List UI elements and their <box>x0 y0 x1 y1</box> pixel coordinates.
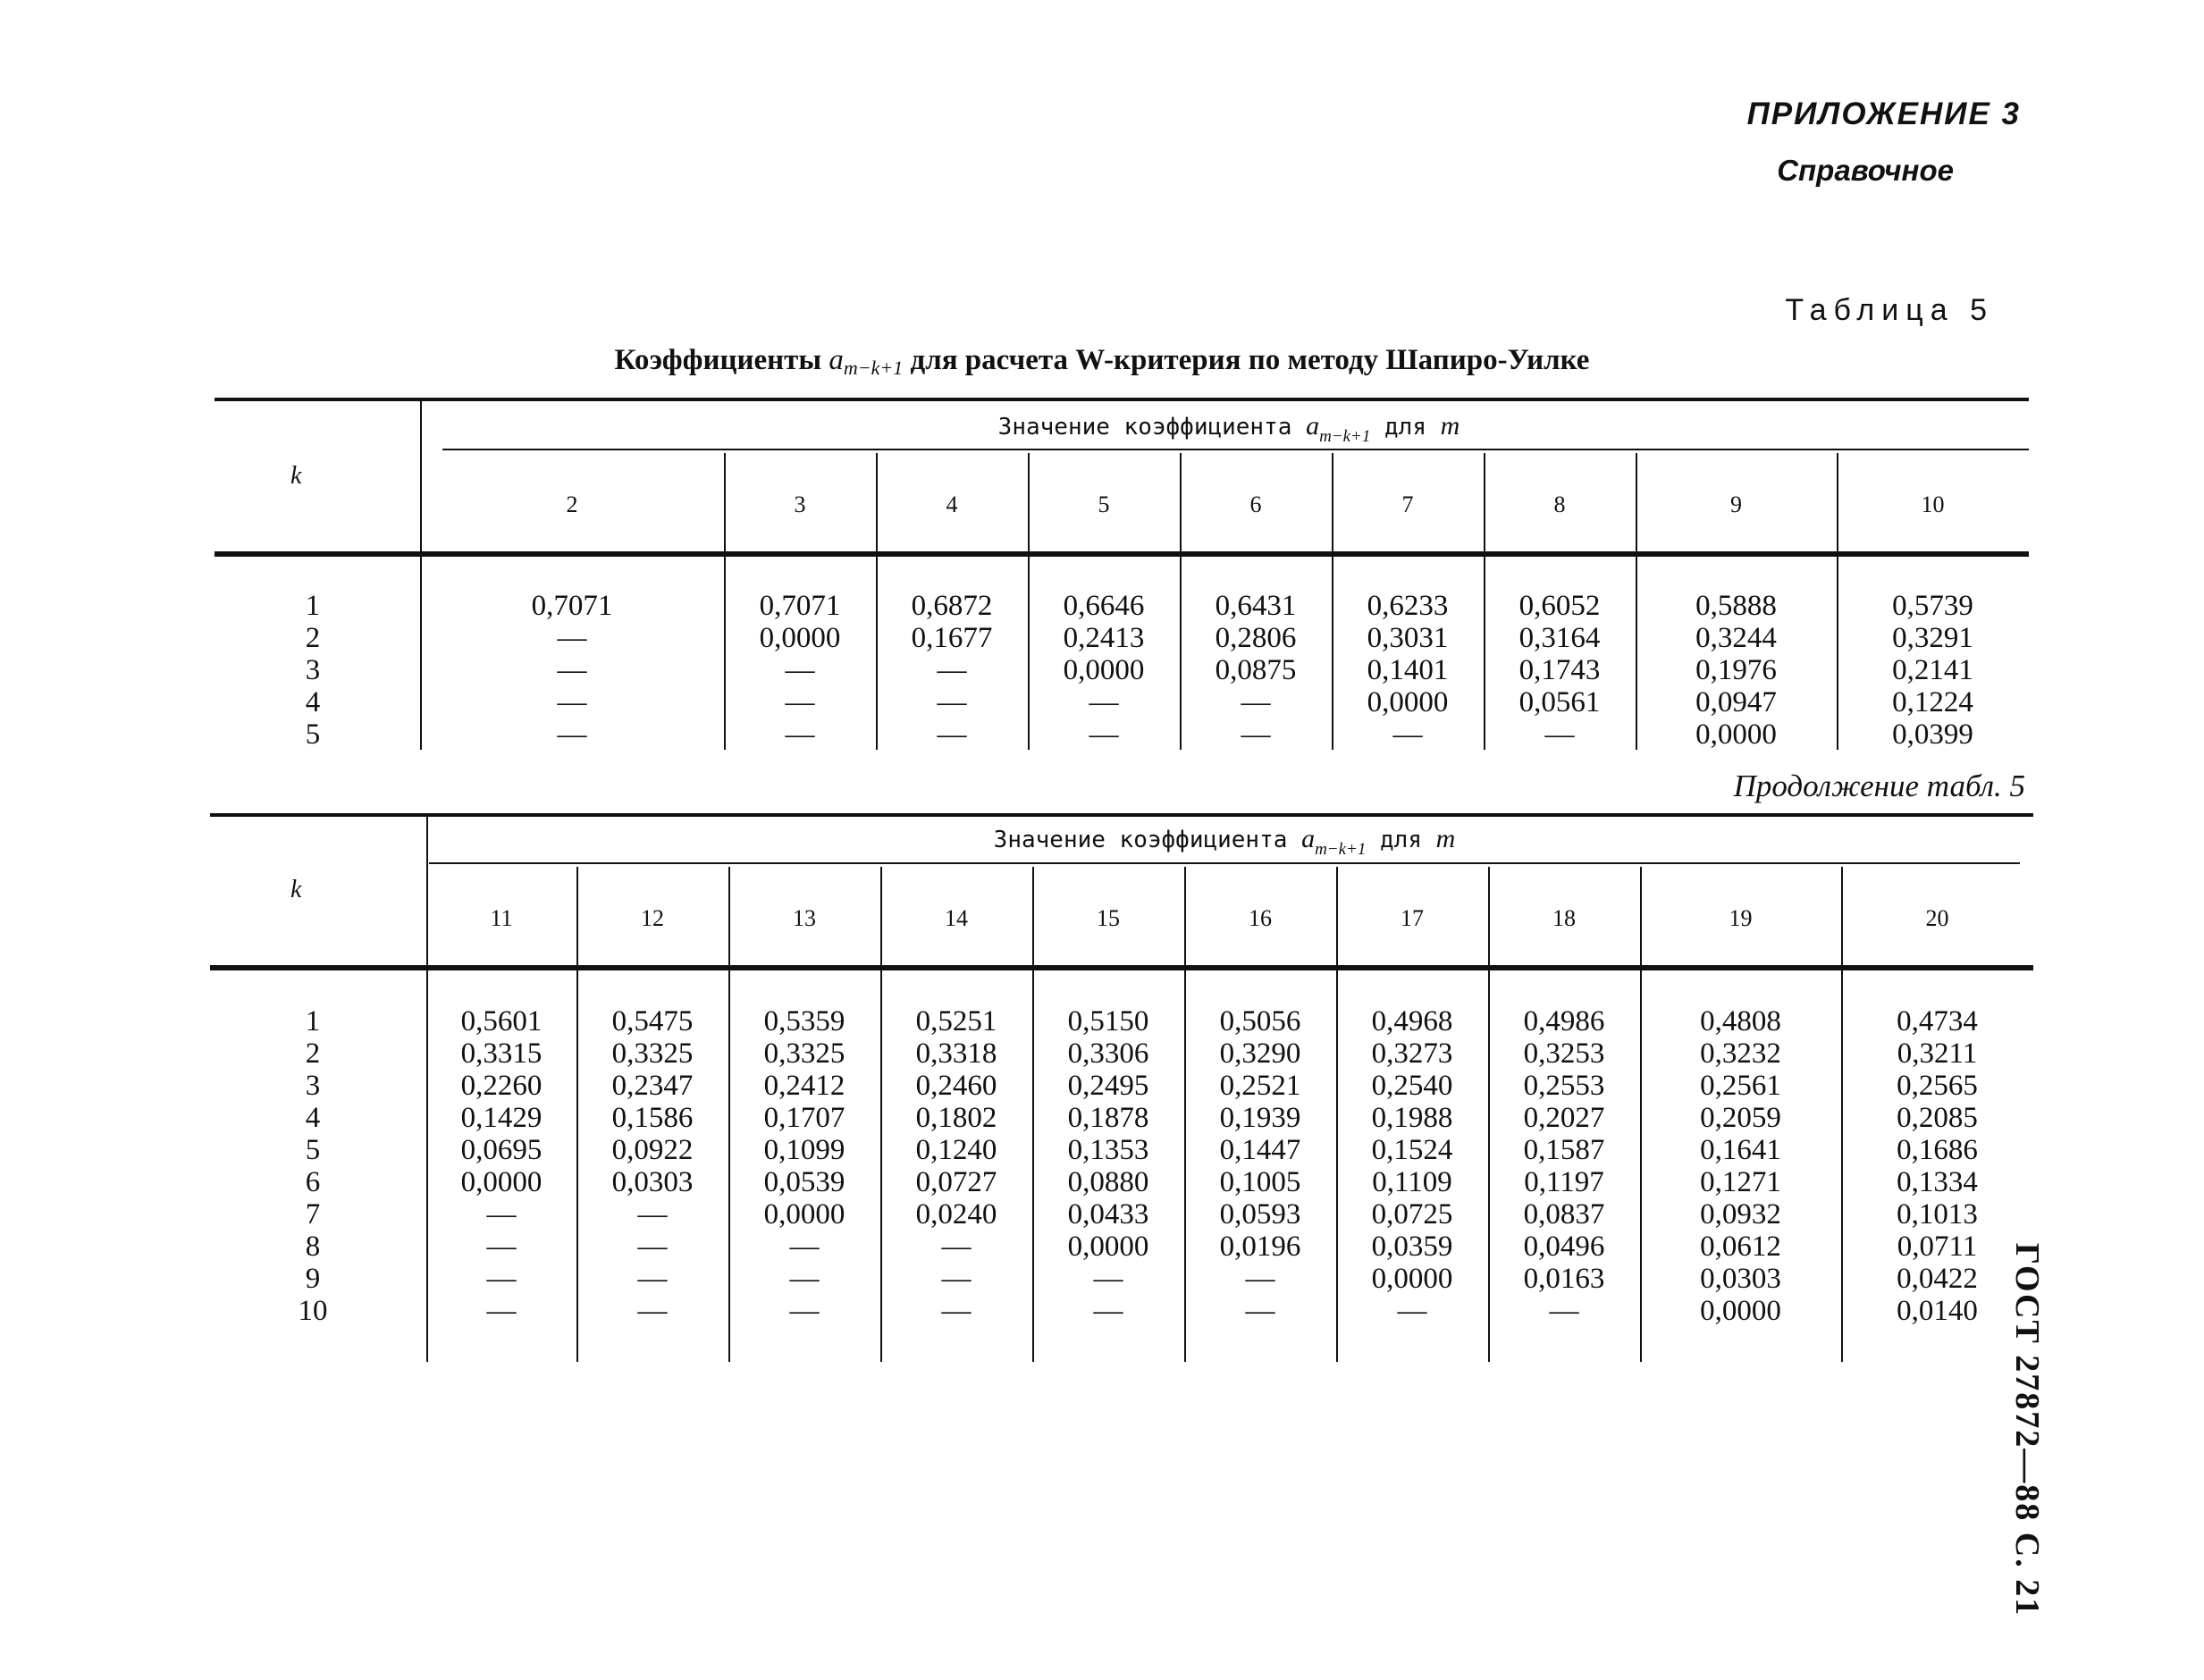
coefficient-cell: 0,1109 <box>1372 1166 1452 1198</box>
coefficient-cell: — <box>557 686 587 718</box>
coefficient-cell: 0,3318 <box>915 1037 997 1070</box>
coefficient-cell: 0,1802 <box>915 1102 997 1134</box>
coefficient-cell: 0,0539 <box>763 1166 845 1198</box>
coefficient-cell: 0,1686 <box>1897 1134 1978 1166</box>
coefficient-cell: 0,3325 <box>611 1037 694 1070</box>
k-value: 2 <box>305 1037 321 1070</box>
coefficient-cell: 0,5601 <box>460 1005 543 1037</box>
coefficient-cell: 0,0303 <box>1700 1263 1781 1295</box>
m-column-header: 6 <box>1249 491 1262 517</box>
coefficient-cell: — <box>937 654 967 686</box>
coefficient-cell: 0,2460 <box>915 1070 997 1102</box>
coefficient-cell: 0,1586 <box>611 1102 694 1134</box>
coefficient-cell: 0,0433 <box>1067 1198 1149 1231</box>
coefficient-cell: 0,1005 <box>1219 1166 1301 1198</box>
coefficient-cell: — <box>1241 718 1271 751</box>
coefficient-cell: 0,4986 <box>1523 1005 1605 1037</box>
coefficient-cell: 0,3164 <box>1518 622 1601 654</box>
coefficient-cell: 0,1401 <box>1367 654 1449 686</box>
gost-page-label: ГОСТ 27872—88 С. 21 <box>2008 1242 2046 1617</box>
coefficient-cell: 0,0875 <box>1215 654 1297 686</box>
value-column <box>1484 590 1636 751</box>
coefficient-cell: 0,1013 <box>1897 1198 1978 1231</box>
m-column-header: 13 <box>793 905 816 931</box>
coefficient-cell: 0,6052 <box>1518 590 1601 622</box>
coefficient-cell: 0,1447 <box>1219 1134 1301 1166</box>
coefficient-cell: — <box>1544 718 1575 751</box>
caption-symbol-sub: m−k+1 <box>843 357 904 379</box>
k-value: 2 <box>305 622 321 654</box>
coefficient-cell: — <box>785 686 815 718</box>
k-values <box>264 1005 362 1327</box>
coefficient-cell: 0,0000 <box>1695 718 1777 751</box>
m-column-header: 18 <box>1552 905 1576 931</box>
coefficient-cell: 0,2027 <box>1523 1102 1605 1134</box>
coefficient-cell: 0,0000 <box>1067 1231 1149 1263</box>
value-column <box>1028 590 1180 751</box>
k-value: 3 <box>305 654 321 686</box>
k-value: 6 <box>305 1166 321 1198</box>
coefficient-cell: 0,3273 <box>1371 1037 1453 1070</box>
coefficient-cell: 0,4808 <box>1700 1005 1781 1037</box>
coefficient-cell: — <box>1089 718 1119 751</box>
coefficient-cell: 0,0000 <box>759 622 841 654</box>
span-header: Значение коэффициента $a_{m-k+1}$ для m <box>993 824 1456 859</box>
coefficient-cell: — <box>941 1295 972 1327</box>
k-value: 4 <box>305 1102 321 1134</box>
value-column <box>576 1005 728 1327</box>
k-value: 4 <box>305 686 321 718</box>
coefficient-cell: 0,0922 <box>611 1134 694 1166</box>
coefficient-cell: 0,0947 <box>1695 686 1777 718</box>
k-value: 3 <box>305 1070 321 1102</box>
coefficient-cell: 0,1271 <box>1700 1166 1781 1198</box>
value-column <box>1488 1005 1640 1327</box>
coefficient-cell: 0,0000 <box>1063 654 1145 686</box>
value-column <box>1336 1005 1488 1327</box>
coefficient-cell: 0,0000 <box>1371 1263 1453 1295</box>
k-value: 5 <box>305 1134 321 1166</box>
m-column-header: 2 <box>566 491 578 517</box>
coefficient-cell: — <box>1241 686 1271 718</box>
coefficient-cell: 0,0593 <box>1219 1198 1301 1231</box>
coefficient-cell: 0,1099 <box>763 1134 845 1166</box>
table-caption <box>0 344 2204 380</box>
value-column <box>1837 590 2029 751</box>
coefficient-cell: 0,5150 <box>1067 1005 1149 1037</box>
table-number: Таблица 5 <box>1785 293 1994 327</box>
m-column-header: 7 <box>1401 491 1414 517</box>
coefficient-cell: 0,2141 <box>1892 654 1973 686</box>
coefficient-cell: 0,0240 <box>915 1198 997 1231</box>
value-column <box>1640 1005 1841 1327</box>
coefficient-cell: 0,2806 <box>1215 622 1297 654</box>
coefficient-cell: 0,5056 <box>1219 1005 1301 1037</box>
coefficient-cell: — <box>785 718 815 751</box>
coefficient-cell: 0,1224 <box>1892 686 1973 718</box>
m-column-header: 14 <box>945 905 968 931</box>
k-value: 7 <box>305 1198 321 1231</box>
coefficient-cell: — <box>1397 1295 1427 1327</box>
coefficient-cell: — <box>557 622 587 654</box>
m-column-header: 8 <box>1553 491 1566 517</box>
coefficient-cell: — <box>789 1231 820 1263</box>
coefficient-cell: 0,2565 <box>1897 1070 1978 1102</box>
value-column <box>1841 1005 2033 1327</box>
coefficient-cell: 0,1587 <box>1523 1134 1605 1166</box>
coefficient-cell: 0,0140 <box>1897 1295 1978 1327</box>
coefficient-cell: 0,2495 <box>1067 1070 1149 1102</box>
coefficient-cell: 0,1743 <box>1518 654 1601 686</box>
k-value: 5 <box>305 718 321 751</box>
coefficient-cell: 0,6431 <box>1215 590 1297 622</box>
coefficient-cell: 0,6233 <box>1367 590 1449 622</box>
coefficient-cell: 0,1429 <box>460 1102 543 1134</box>
coefficient-cell: — <box>1093 1263 1123 1295</box>
coefficient-cell: 0,2521 <box>1219 1070 1301 1102</box>
coefficient-cell: — <box>1245 1295 1275 1327</box>
coefficient-cell: 0,2413 <box>1063 622 1145 654</box>
coefficient-cell: — <box>1245 1263 1275 1295</box>
coefficient-cell: 0,5251 <box>915 1005 997 1037</box>
coefficient-cell: 0,1334 <box>1897 1166 1978 1198</box>
coefficient-cell: 0,0837 <box>1523 1198 1605 1231</box>
coefficient-cell: 0,3232 <box>1700 1037 1781 1070</box>
coefficient-cell: 0,0612 <box>1700 1231 1781 1263</box>
coefficient-cell: 0,2553 <box>1523 1070 1605 1102</box>
m-column-header: 12 <box>641 905 664 931</box>
coefficient-cell: 0,1641 <box>1700 1134 1781 1166</box>
coefficient-cell: — <box>637 1231 668 1263</box>
coefficient-cell: 0,2059 <box>1700 1102 1781 1134</box>
appendix-title: ПРИЛОЖЕНИЕ 3 <box>1746 97 2021 131</box>
coefficient-cell: 0,0695 <box>460 1134 543 1166</box>
coefficient-cell: 0,0932 <box>1700 1198 1781 1231</box>
value-column <box>1332 590 1484 751</box>
coefficient-cell: 0,3315 <box>460 1037 543 1070</box>
coefficient-cell: 0,0359 <box>1371 1231 1453 1263</box>
caption-symbol: a <box>829 344 844 376</box>
coefficient-cell: 0,1878 <box>1067 1102 1149 1134</box>
value-column <box>876 590 1028 751</box>
m-column-header: 17 <box>1401 905 1424 931</box>
coefficient-cell: — <box>557 718 587 751</box>
coefficient-cell: 0,1707 <box>763 1102 845 1134</box>
span-header: Значение коэффициента $a_{m-k+1}$ для m <box>997 411 1460 446</box>
coefficient-cell: 0,0000 <box>1367 686 1449 718</box>
coefficient-cell: — <box>1089 686 1119 718</box>
coefficient-cell: — <box>789 1263 820 1295</box>
coefficient-cell: 0,2561 <box>1700 1070 1781 1102</box>
coefficient-cell: 0,5475 <box>611 1005 694 1037</box>
coefficient-cell: — <box>941 1263 972 1295</box>
coefficient-cell: 0,2260 <box>460 1070 543 1102</box>
m-column-header: 11 <box>490 905 513 931</box>
coefficient-cell: 0,0422 <box>1897 1263 1978 1295</box>
coefficient-cell: 0,2540 <box>1371 1070 1453 1102</box>
coefficient-cell: 0,0880 <box>1067 1166 1149 1198</box>
m-column-header: 10 <box>1921 491 1945 517</box>
coefficient-cell: 0,1988 <box>1371 1102 1453 1134</box>
m-column-header: 4 <box>946 491 958 517</box>
m-column-header: 19 <box>1729 905 1753 931</box>
value-column <box>420 590 724 751</box>
coefficient-cell: — <box>937 686 967 718</box>
coefficient-cell: — <box>486 1295 517 1327</box>
coefficient-cell: — <box>937 718 967 751</box>
coefficient-cell: 0,2347 <box>611 1070 694 1102</box>
coefficient-cell: 0,0196 <box>1219 1231 1301 1263</box>
value-column <box>728 1005 880 1327</box>
coefficient-cell: 0,6646 <box>1063 590 1145 622</box>
coefficient-cell: 0,0000 <box>460 1166 543 1198</box>
coefficient-cell: 0,7071 <box>531 590 613 622</box>
coefficient-cell: 0,3306 <box>1067 1037 1149 1070</box>
m-column-header: 20 <box>1925 905 1949 931</box>
coefficient-cell: 0,1353 <box>1067 1134 1149 1166</box>
coefficient-cell: 0,3031 <box>1367 622 1449 654</box>
k-column-header: k <box>290 876 302 903</box>
coefficient-cell: 0,0000 <box>763 1198 845 1231</box>
coefficient-cell: 0,0000 <box>1700 1295 1781 1327</box>
continuation-label: Продолжение табл. 5 <box>1733 769 2025 803</box>
k-value: 1 <box>305 590 321 622</box>
coefficients-table-1 <box>215 398 2029 755</box>
coefficient-cell: — <box>486 1198 517 1231</box>
value-column <box>426 1005 576 1327</box>
coefficient-cell: 0,3291 <box>1892 622 1973 654</box>
coefficient-cell: 0,0727 <box>915 1166 997 1198</box>
m-column-header: 3 <box>794 491 806 517</box>
caption-suffix: для расчета W-критерия по методу Шапиро-Уилке <box>910 344 1590 376</box>
coefficient-cell: — <box>557 654 587 686</box>
coefficient-cell: 0,6872 <box>911 590 993 622</box>
coefficient-cell: 0,1677 <box>911 622 993 654</box>
coefficient-cell: — <box>637 1295 668 1327</box>
coefficient-cell: 0,0711 <box>1897 1231 1978 1263</box>
coefficient-cell: — <box>637 1198 668 1231</box>
coefficient-cell: 0,1197 <box>1524 1166 1604 1198</box>
m-column-header: 5 <box>1098 491 1110 517</box>
coefficient-cell: 0,1976 <box>1695 654 1777 686</box>
coefficient-cell: 0,2085 <box>1897 1102 1978 1134</box>
coefficient-cell: 0,0561 <box>1518 686 1601 718</box>
coefficient-cell: 0,0163 <box>1523 1263 1605 1295</box>
m-column-header: 9 <box>1730 491 1742 517</box>
coefficient-cell: 0,0496 <box>1523 1231 1605 1263</box>
caption-prefix: Коэффициенты <box>614 344 822 376</box>
coefficient-cell: 0,3253 <box>1523 1037 1605 1070</box>
m-column-header: 16 <box>1249 905 1272 931</box>
coefficient-cell: 0,4734 <box>1897 1005 1978 1037</box>
coefficient-cell: 0,1240 <box>915 1134 997 1166</box>
value-column <box>880 1005 1032 1327</box>
coefficient-cell: — <box>789 1295 820 1327</box>
value-column <box>1636 590 1837 751</box>
k-values <box>268 590 358 751</box>
coefficient-cell: 0,0725 <box>1371 1198 1453 1231</box>
k-value: 9 <box>305 1263 321 1295</box>
coefficient-cell: 0,5359 <box>763 1005 845 1037</box>
coefficient-cell: 0,0303 <box>611 1166 694 1198</box>
coefficient-cell: 0,5739 <box>1892 590 1973 622</box>
coefficient-cell: 0,0399 <box>1892 718 1973 751</box>
coefficient-cell: 0,1524 <box>1371 1134 1453 1166</box>
coefficient-cell: — <box>941 1231 972 1263</box>
value-column <box>1184 1005 1336 1327</box>
coefficient-cell: — <box>637 1263 668 1295</box>
coefficient-cell: 0,5888 <box>1695 590 1777 622</box>
coefficient-cell: — <box>486 1231 517 1263</box>
coefficient-cell: — <box>1392 718 1423 751</box>
coefficient-cell: 0,3211 <box>1897 1037 1978 1070</box>
value-column <box>1032 1005 1184 1327</box>
k-column-header: k <box>290 462 302 490</box>
k-value: 8 <box>305 1231 321 1263</box>
coefficient-cell: 0,4968 <box>1371 1005 1453 1037</box>
appendix-subtitle: Справочное <box>1777 154 1954 187</box>
coefficient-cell: — <box>486 1263 517 1295</box>
m-column-header: 15 <box>1097 905 1120 931</box>
coefficient-cell: 0,3290 <box>1219 1037 1301 1070</box>
value-column <box>1180 590 1332 751</box>
coefficient-cell: 0,7071 <box>759 590 841 622</box>
k-value: 10 <box>298 1295 328 1327</box>
value-column <box>724 590 876 751</box>
coefficient-cell: 0,3325 <box>763 1037 845 1070</box>
coefficient-cell: — <box>1549 1295 1579 1327</box>
coefficient-cell: 0,2412 <box>763 1070 845 1102</box>
k-value: 1 <box>305 1005 321 1037</box>
coefficient-cell: — <box>785 654 815 686</box>
coefficients-table-2 <box>210 813 2033 1367</box>
coefficient-cell: — <box>1093 1295 1123 1327</box>
coefficient-cell: 0,1939 <box>1219 1102 1301 1134</box>
coefficient-cell: 0,3244 <box>1695 622 1777 654</box>
